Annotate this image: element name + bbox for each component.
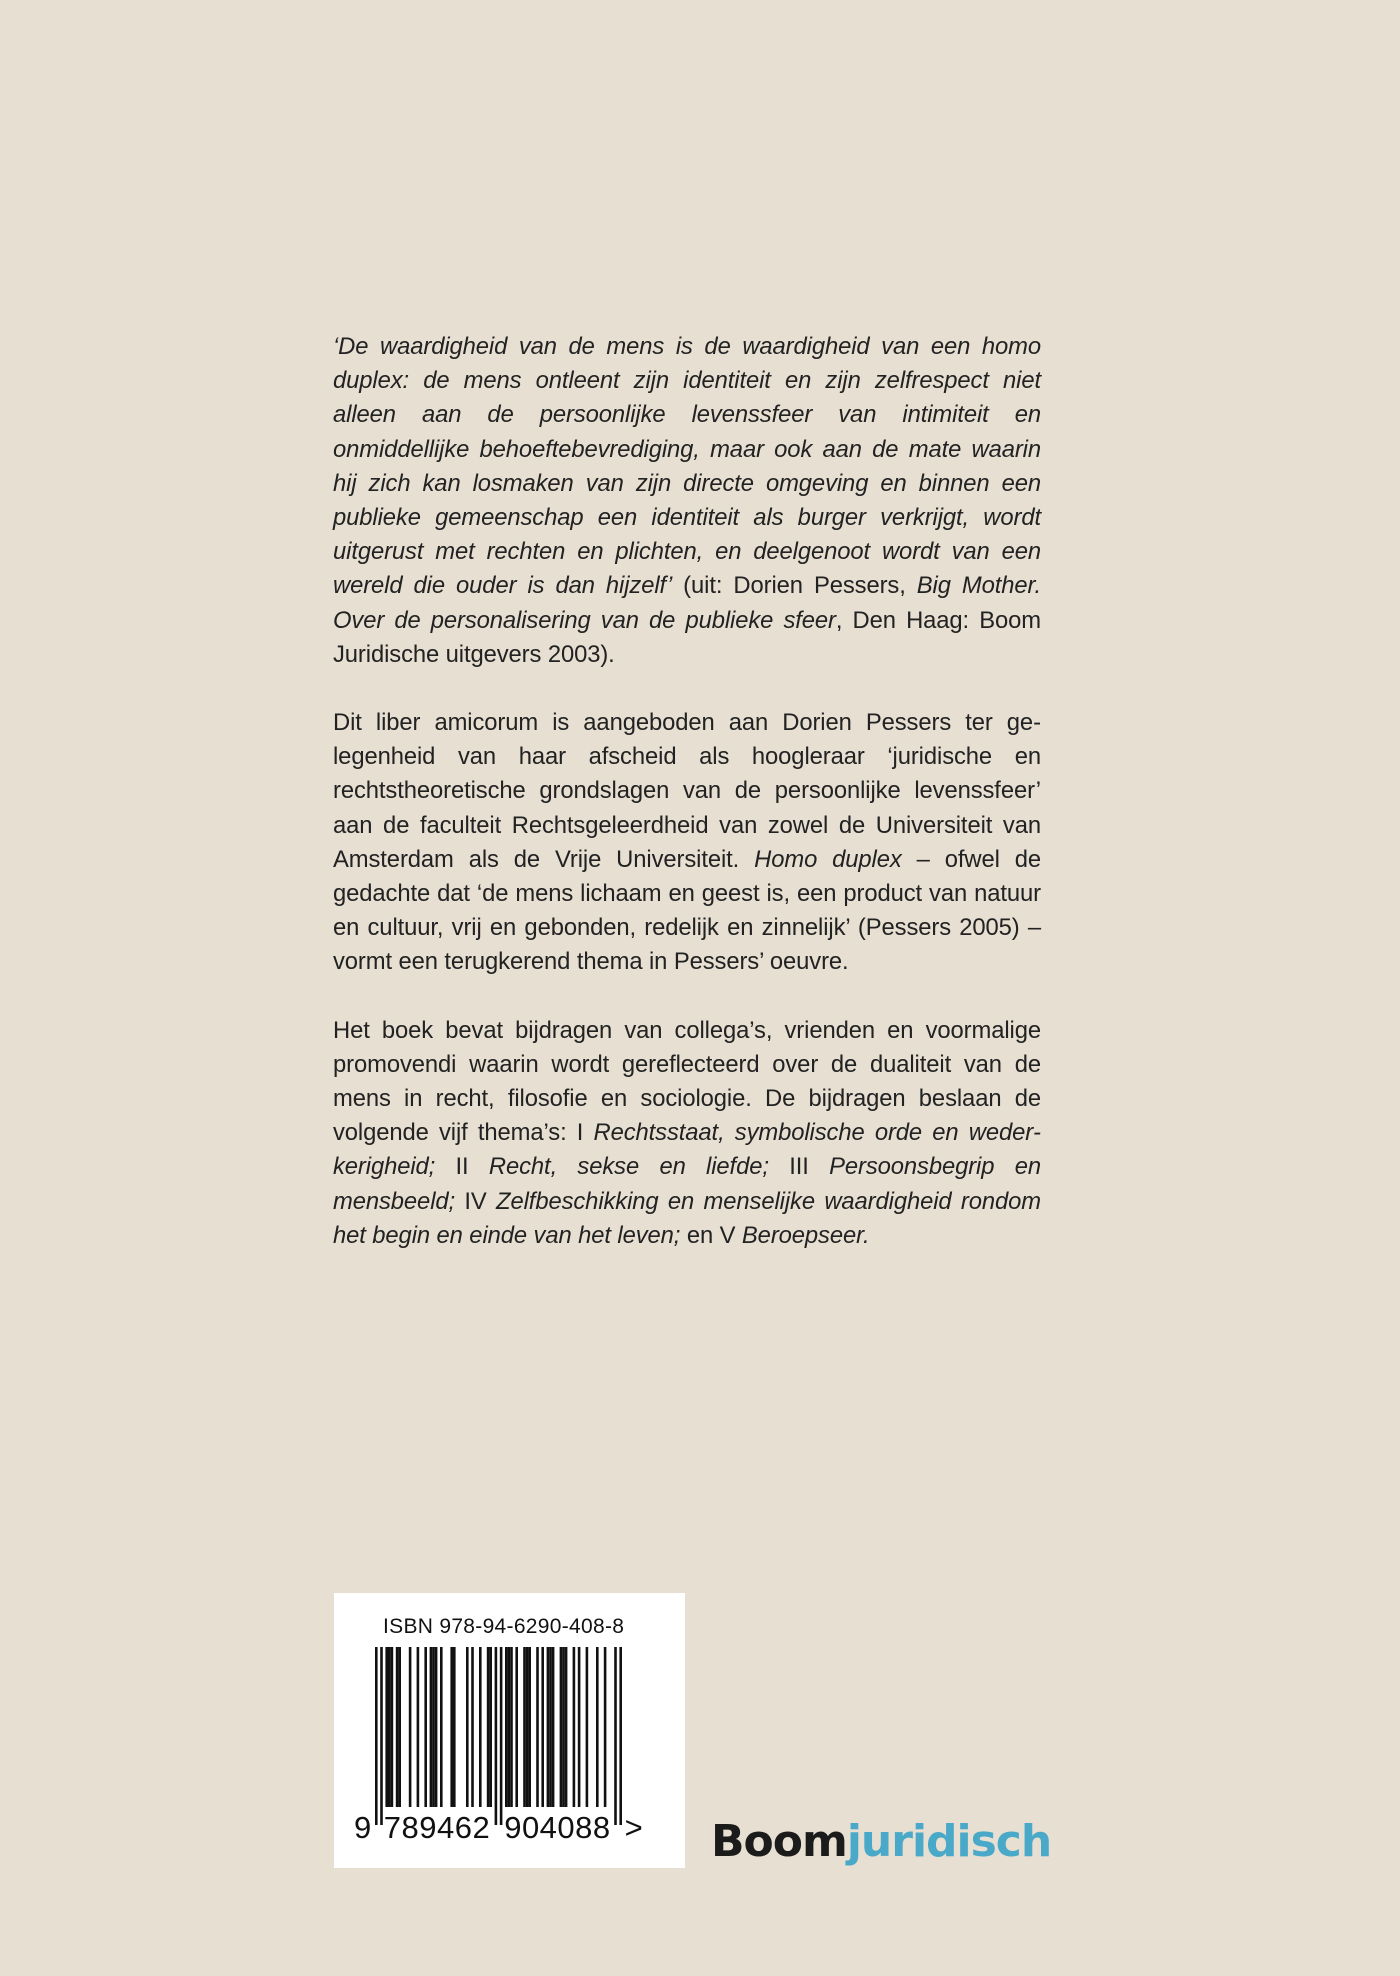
publisher-logo bbox=[711, 1816, 1051, 1867]
barcode-bar bbox=[487, 1647, 490, 1807]
text-run: II bbox=[435, 1153, 489, 1181]
barcode-bar bbox=[380, 1647, 383, 1825]
barcode-bar bbox=[528, 1647, 531, 1807]
barcode-bar bbox=[604, 1647, 607, 1807]
barcode-bar bbox=[508, 1647, 511, 1807]
barcode-bar bbox=[489, 1647, 492, 1807]
text-run: Rechtsstaat, symbolische orde en wederkerigheid; bbox=[333, 1119, 1041, 1181]
text-run: III bbox=[768, 1153, 830, 1181]
text-run: Beroepseer. bbox=[741, 1221, 870, 1249]
barcode-bar bbox=[565, 1647, 568, 1807]
barcode-bar bbox=[552, 1647, 555, 1807]
logo-boom: Boom bbox=[711, 1816, 847, 1867]
barcode-bar bbox=[430, 1647, 433, 1807]
text-run: Homo duplex bbox=[754, 845, 902, 873]
barcode-digits bbox=[354, 1810, 643, 1846]
text-run: – ofwel de gedachte dat ‘de mens lichaam en geest is, een product van natuur en cultuur, vrij en gebonden, redelijk en zinnelijk’ (Pessers 2005) – vormt een terugkerend thema in Pessers’ oeuvre. bbox=[333, 845, 1041, 976]
barcode-bar bbox=[479, 1647, 482, 1807]
barcode-bar bbox=[450, 1647, 453, 1807]
quote-paragraph bbox=[333, 330, 1041, 672]
barcode-bar bbox=[596, 1647, 599, 1807]
text-run: ‘De waardigheid van de mens is de waardigheid van een homo duplex: de mens ontleent zijn identiteit en zijn zelfrespect niet alleen aan de persoonlijke levenssfeer van intimiteit en onmiddellijke behoeftebevrediging, maar ook aan de mate waarin hij zich kan losmaken van zijn directe omgeving en binnen een publieke gemeenschap een identiteit als burger verkrijgt, wordt uitgerust met rechten en plichten, en deelgenoot wordt van een wereld die ouder is dan hijzelf’ bbox=[333, 333, 1041, 600]
barcode-bar bbox=[453, 1647, 456, 1807]
barcode-bar bbox=[435, 1647, 438, 1807]
barcode-bar bbox=[614, 1647, 617, 1825]
barcode-bar bbox=[505, 1647, 508, 1807]
barcode-bar bbox=[385, 1647, 388, 1807]
barcode-bar bbox=[562, 1647, 565, 1807]
barcode-bar bbox=[547, 1647, 550, 1807]
isbn-barcode bbox=[334, 1593, 685, 1868]
text-run: , Den Haag: Boom Juridische uitgevers 2003). bbox=[333, 606, 1041, 668]
barcode-bar bbox=[388, 1647, 391, 1807]
barcode-bar bbox=[510, 1647, 513, 1807]
barcode-bar bbox=[440, 1647, 443, 1807]
barcode-bar bbox=[396, 1647, 399, 1807]
contents-paragraph bbox=[333, 1014, 1041, 1253]
text-run: Zelfbeschikking en menselijke waardigheid rondom het begin en einde van het leven; bbox=[333, 1187, 1042, 1249]
logo-juridisch: juridisch bbox=[846, 1816, 1052, 1867]
barcode-bar bbox=[536, 1647, 539, 1807]
barcode-quiet-mark: > bbox=[624, 1810, 644, 1845]
barcode-bar bbox=[417, 1647, 420, 1807]
barcode-bar bbox=[471, 1647, 474, 1807]
text-run: Big Mother. Over de personalisering van de publieke sfeer bbox=[333, 572, 1041, 634]
barcode-bar bbox=[495, 1647, 498, 1825]
text-run: (uit: Dorien Pessers, bbox=[672, 572, 917, 600]
barcode-bar bbox=[586, 1647, 589, 1807]
barcode-bar bbox=[466, 1647, 469, 1807]
back-cover-text bbox=[333, 330, 1041, 1287]
text-run: Persoonsbegrip en mensbeeld; bbox=[333, 1153, 1041, 1215]
barcode-bar bbox=[578, 1647, 581, 1807]
text-run: Dit liber amicorum is aangeboden aan Dorien Pessers ter gelegenheid van haar afscheid als hoogleraar ‘juridische en rechtstheoretische grondslagen van de persoonlijke levenssfeer’ aan de faculteit Rechtsgeleerdheid van zowel de Universiteit van Amsterdam als de Vrije Universiteit. bbox=[333, 709, 1041, 873]
barcode-bar bbox=[523, 1647, 526, 1807]
barcode-bar bbox=[560, 1647, 563, 1807]
barcode-bar bbox=[526, 1647, 529, 1807]
text-run: en V bbox=[680, 1221, 742, 1249]
intro-paragraph bbox=[333, 706, 1041, 980]
barcode-bar bbox=[573, 1647, 576, 1807]
barcode-digits-left: 789462 bbox=[383, 1810, 491, 1845]
barcode-digits-right: 904088 bbox=[504, 1810, 611, 1845]
text-run: Recht, sekse en liefde; bbox=[488, 1153, 769, 1181]
barcode-bar bbox=[619, 1647, 622, 1825]
barcode-bar bbox=[515, 1647, 518, 1807]
barcode-digit-first: 9 bbox=[354, 1810, 372, 1845]
text-run: IV bbox=[455, 1187, 497, 1215]
barcode-bar bbox=[500, 1647, 503, 1825]
barcode-bar bbox=[398, 1647, 401, 1807]
barcode-bar bbox=[409, 1647, 412, 1807]
barcode-bar bbox=[424, 1647, 427, 1807]
barcode-bar bbox=[549, 1647, 552, 1807]
barcode-bar bbox=[375, 1647, 378, 1825]
text-run: Het boek bevat bijdragen van collega’s, vrienden en voormalige promovendi waarin wordt gereflecteerd over de dualiteit van de mens in recht, filosofie en sociologie. De bijdragen beslaan de volgende vijf thema’s: I bbox=[333, 1016, 1041, 1147]
barcode-bar bbox=[391, 1647, 394, 1807]
barcode-bar bbox=[541, 1647, 544, 1807]
isbn-label: ISBN 978-94-6290-408-8 bbox=[383, 1615, 625, 1638]
barcode-bar bbox=[432, 1647, 435, 1807]
